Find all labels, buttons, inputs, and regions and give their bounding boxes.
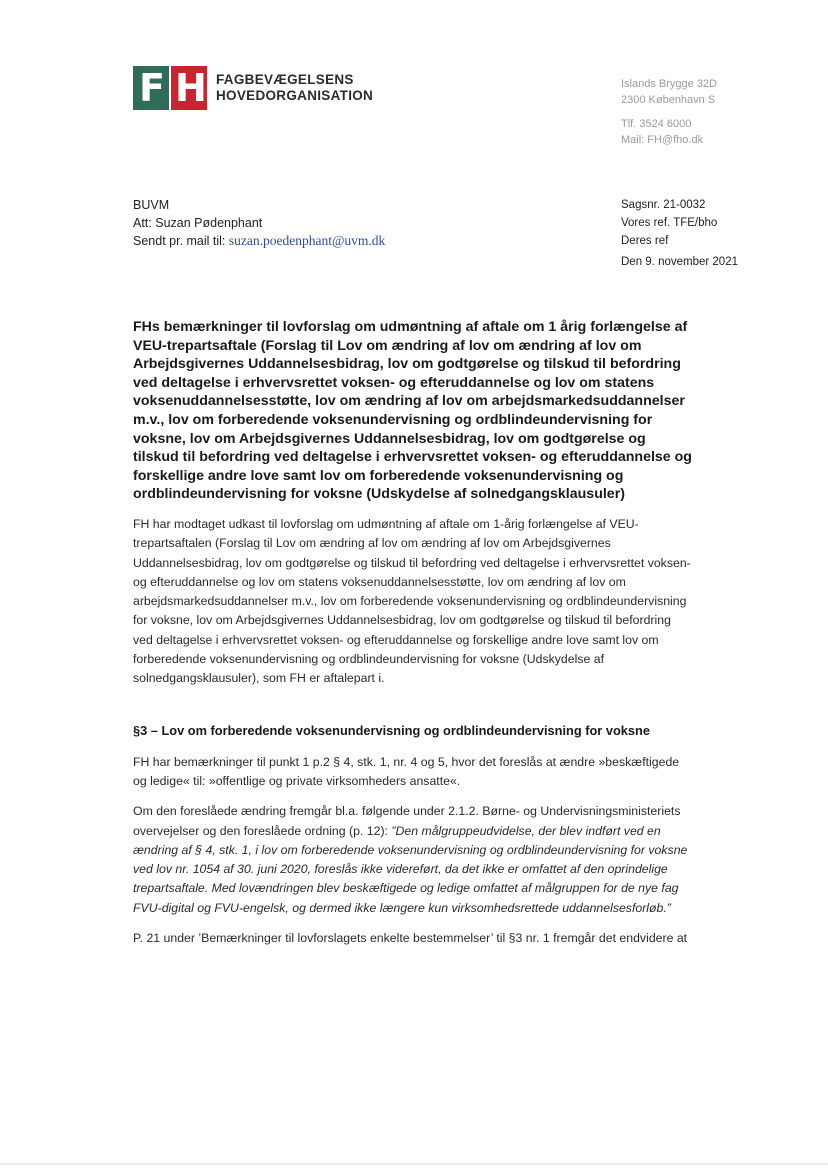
paragraph-2-quote: ”Den målgruppeudvidelse, der blev indført ved en ændring af § 4, stk. 1, i lov om forberedende voksenundervisning og ordblindeundervisning for voksne ved lov nr. 1054 af 30. juni 2020, foreslås ikke videreført, da det ikke er omfattet af den oprindelige trepartsaftale. Med lovændringen blev beskæftigede og ledige omfattet af målgruppen for de nye fag FVU-digital og FVU-engelsk, og dermed ikke længere kun virksomhedsrettede uddannelsesforløb.” [133,823,688,915]
scan-edge-line [0,1163,828,1165]
paragraph-2 [133,802,693,918]
paragraph-3: P. 21 under ’Bemærkninger til lovforslagets enkelte bestemmelser’ til §3 nr. 1 fremgår det endvidere at [133,930,688,945]
logo-letter-h: H [175,66,207,110]
your-reference: Deres ref [621,235,669,247]
logo-line-1: FAGBEVÆGELSENS [216,72,354,87]
recipient-email-link[interactable]: suzan.poedenphant@uvm.dk [228,233,386,248]
address-street: Islands Brygge 32D [621,78,717,90]
logo-line-2: HOVEDORGANISATION [216,88,374,103]
fh-logo-mark [133,66,207,110]
letter-body [133,318,693,959]
logo-wordmark [216,72,373,104]
document-title: FHs bemærkninger til lovforslag om udmøntning af aftale om 1 årig forlængelse af VEU-trepartsaftale (Forslag til Lov om ændring af lov om ændring af lov om Arbejdsgivernes Uddannelsesbidrag, lov om godtgørelse og tilskud til befordring ved deltagelse i erhvervsrettet voksen- og efteruddannelse og lov om statens voksenuddannelsesstøtte, lov om ændring af lov om arbejdsmarkedsuddannelser m.v., lov om forberedende voksenundervisning og ordblindeundervisning for voksne, lov om Arbejdsgivernes Uddannelsesbidrag, lov om godtgørelse og tilskud til befordring ved deltagelse i erhvervsrettet voksen- og efteruddannelse og forskellige andre love samt lov om forberedende voksenundervisning og ordblindeundervisning for voksne (Udskydelse af solnedgangsklausuler) [133,319,692,503]
paragraph-2-lead: Om den foreslåede ændring fremgår bl.a. følgende under 2.1.2. Børne- og Undervisningsministeriets overvejelser og den foreslåede ordning (p. 12): [133,804,681,838]
recipient-block [133,196,385,250]
sender-address [621,76,717,148]
section-heading: §3 – Lov om forberedende voksenundervisning og ordblindeundervisning for voksne [133,722,650,738]
reference-block [621,196,717,250]
letter-date: Den 9. november 2021 [621,256,738,268]
recipient-org: BUVM [133,198,170,212]
logo-letter-f: F [139,66,165,110]
address-phone: Tlf. 3524 6000 [621,118,692,130]
address-mail: Mail: FH@fho.dk [621,134,704,146]
paragraph-1: FH har bemærkninger til punkt 1 p.2 § 4, stk. 1, nr. 4 og 5, hvor det foreslås at ændre »beskæftigede og ledige« til: »offentlige og private virksomheders ansatte«. [133,754,680,788]
recipient-att: Att: Suzan Pødenphant [133,216,263,230]
intro-paragraph: FH har modtaget udkast til lovforslag om udmøntning af aftale om 1-årig forlængelse af VEU-trepartsaftalen (Forslag til Lov om ændring af lov om ændring af lov om Arbejdsgivernes Uddannelsesbidrag, lov om godtgørelse og tilskud til befordring ved deltagelse i erhvervsrettet voksen- og efteruddannelse og lov om statens voksenuddannelsesstøtte, lov om ændring af lov om arbejdsmarkedsuddannelser m.v., lov om forberedende voksenundervisning og ordblindeundervisning for voksne, lov om Arbejdsgivernes Uddannelsesbidrag, lov om godtgørelse og tilskud til befordring ved deltagelse i erhvervsrettet voksen- og efteruddannelse og forskellige andre love samt lov om forberedende voksenundervisning og ordblindeundervisning for voksne (Udskydelse af solnedgangsklausuler), som FH er aftalepart i. [133,516,691,686]
sent-label: Sendt pr. mail til: [133,234,226,248]
recipient-sent-line [133,232,385,250]
address-city: 2300 København S [621,94,716,106]
case-number: Sagsnr. 21-0032 [621,199,706,211]
our-reference: Vores ref. TFE/bho [621,217,718,229]
fh-logo [133,66,373,110]
